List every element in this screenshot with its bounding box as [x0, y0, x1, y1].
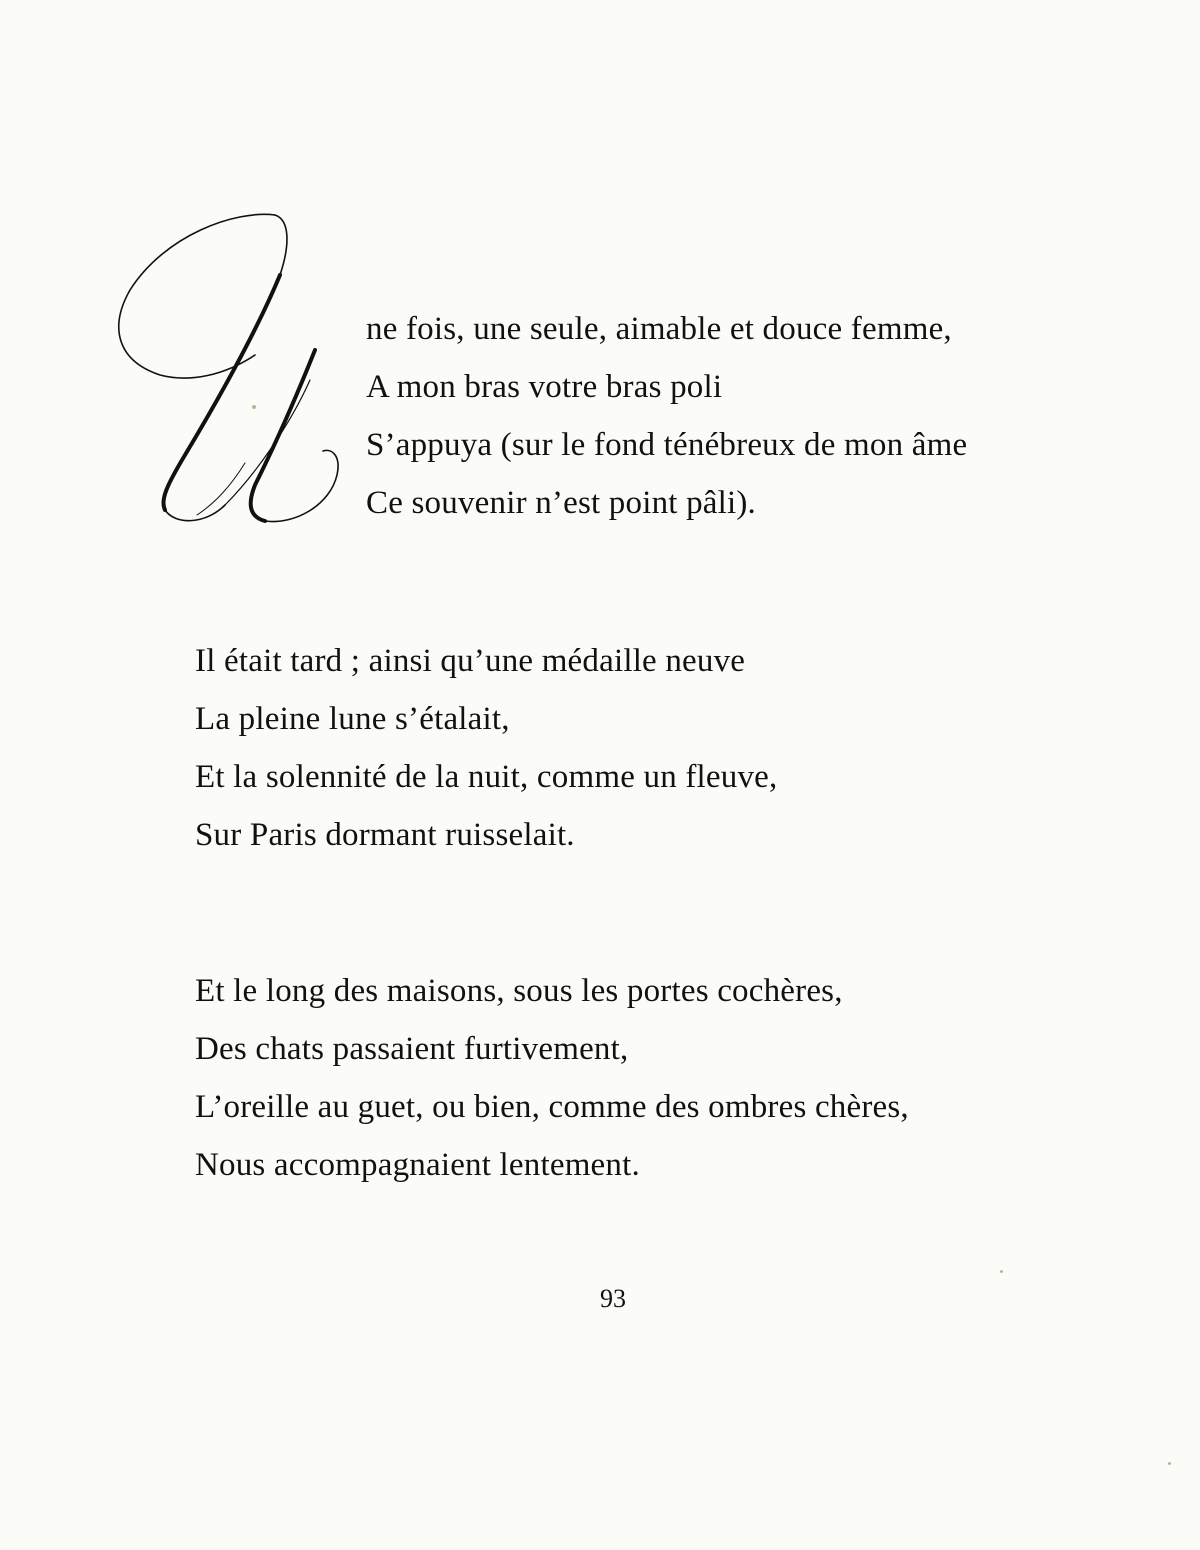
paper-speck [252, 405, 256, 409]
verse-line: Il était tard ; ainsi qu’une médaille neuve [195, 643, 746, 679]
verse-line: S’appuya (sur le fond ténébreux de mon âme [366, 427, 968, 463]
verse-line: La pleine lune s’étalait, [195, 701, 510, 737]
page-number: 93 [600, 1284, 626, 1313]
verse-line: Nous accompagnaient lentement. [195, 1147, 640, 1183]
stanza-2 [195, 632, 777, 864]
paper-speck [1168, 1462, 1171, 1465]
calligraphic-drop-initial [105, 205, 365, 540]
verse-line: Sur Paris dormant ruisselait. [195, 817, 575, 853]
verse-line: A mon bras votre bras poli [366, 369, 723, 405]
verse-line: ne fois, une seule, aimable et douce femme, [366, 311, 952, 347]
verse-line: Et la solennité de la nuit, comme un fleuve, [195, 759, 778, 795]
drop-initial-u-glyph [105, 205, 365, 540]
verse-line: Et le long des maisons, sous les portes cochères, [195, 973, 843, 1009]
paper-speck [1000, 1270, 1003, 1273]
stanza-1 [366, 300, 967, 532]
verse-line: L’oreille au guet, ou bien, comme des ombres chères, [195, 1089, 909, 1125]
stanza-3 [195, 962, 909, 1194]
verse-line: Des chats passaient furtivement, [195, 1031, 629, 1067]
verse-line: Ce souvenir n’est point pâli). [366, 485, 757, 521]
